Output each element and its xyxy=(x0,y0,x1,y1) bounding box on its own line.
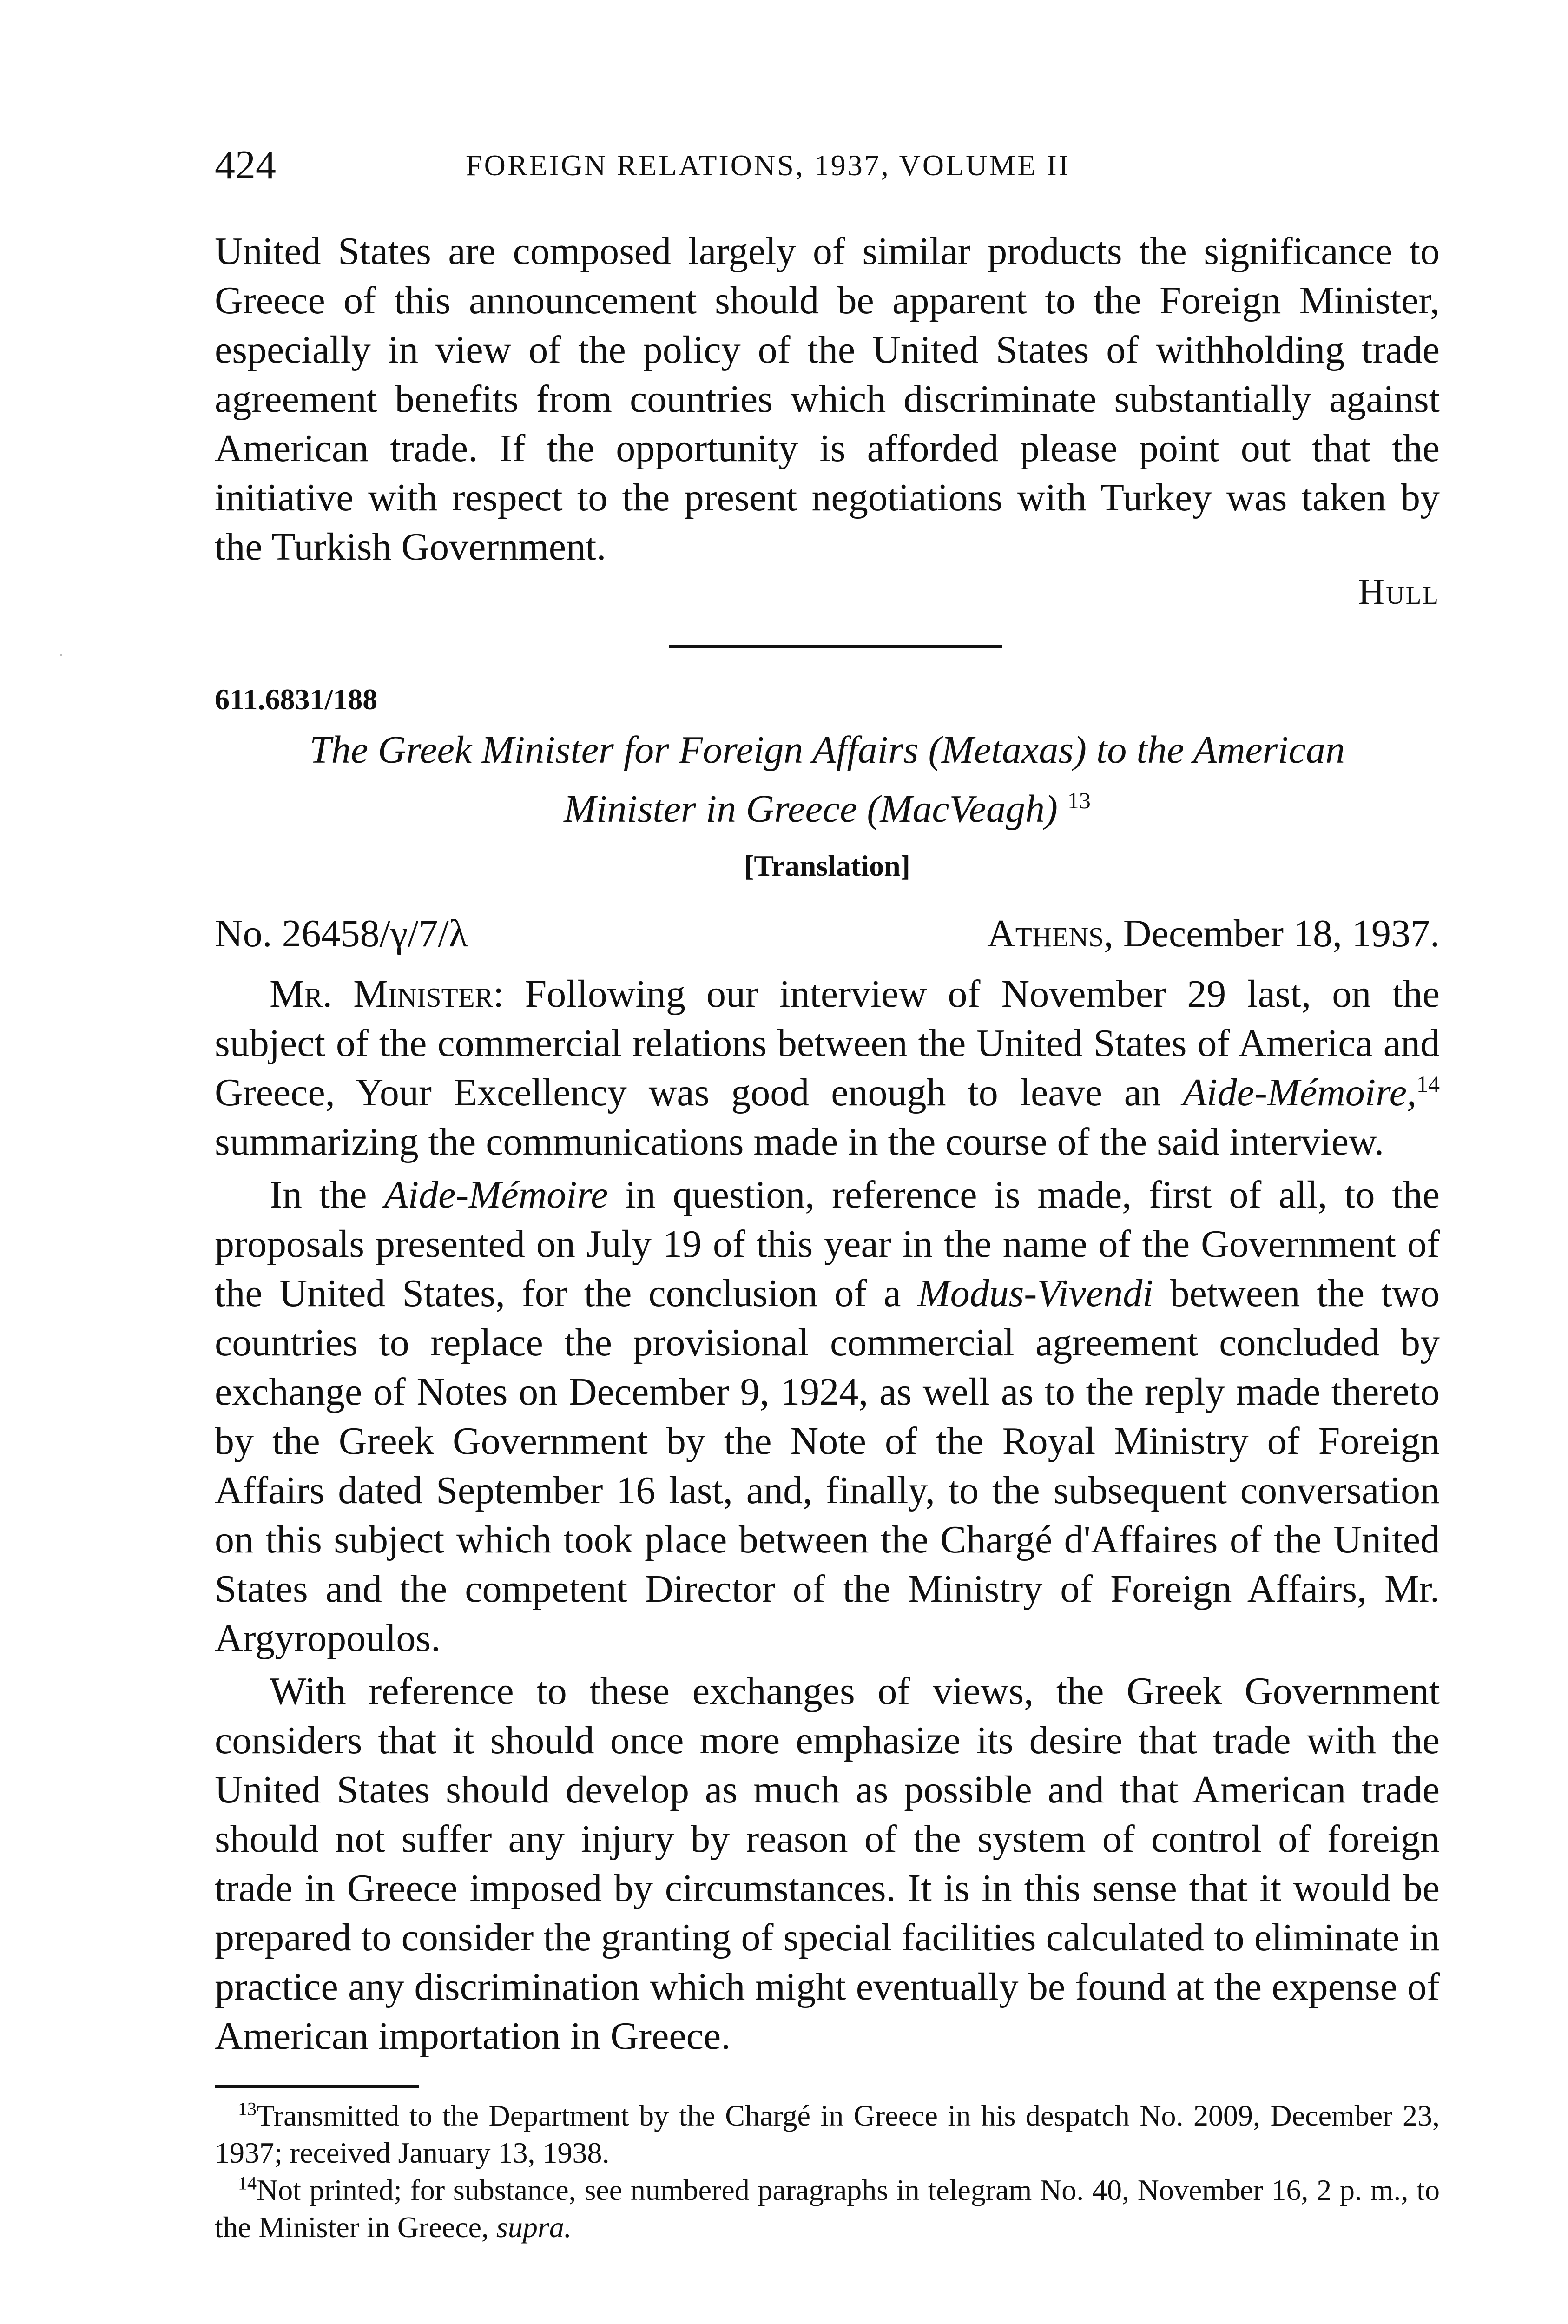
signature: Hull xyxy=(1358,571,1440,612)
dateline xyxy=(215,911,1440,962)
footnote-14-text: Not printed; for substance, see numbered paragraphs in telegram No. 40, November 16, 2 p. m., to the Minister in Greece, xyxy=(215,2173,1440,2244)
footnote-rule xyxy=(215,2085,419,2088)
paragraph-2 xyxy=(215,1170,1440,1663)
footnote-ref-14: 14 xyxy=(1416,1071,1440,1097)
footnote-14-ref: 14 xyxy=(238,2172,257,2194)
footnote-14-supra: supra. xyxy=(496,2211,572,2244)
scan-speck xyxy=(60,654,62,656)
translation-note: [Translation] xyxy=(744,849,910,882)
salutation: Mr. Minister: xyxy=(270,972,504,1016)
footnote-14 xyxy=(215,2172,1440,2246)
modus-vivendi-term: Modus-Vivendi xyxy=(917,1272,1153,1315)
footnote-13 xyxy=(215,2097,1440,2172)
paragraph-2-text-c: between the two countries to replace the provisional commercial agreement concluded by exchange of Notes on December 9, 1924, as well as to the reply made thereto by the Greek Government by the Note of the Royal Ministry of Foreign Affairs dated September 16 last, and, finally, to the subsequent conversation on this subject which took place between the Chargé d'Affaires of the United States and the competent Director of the Ministry of Foreign Affairs, Mr. Argyropoulos. xyxy=(215,1272,1440,1660)
footnote-13-ref: 13 xyxy=(238,2098,257,2119)
aide-memoire-term: Aide-Mémoire, xyxy=(1182,1071,1416,1114)
page-header xyxy=(215,142,1440,193)
section-divider xyxy=(669,645,1002,648)
footnote-13-text: Transmitted to the Department by the Chargé in Greece in his despatch No. 2009, December 23, 1937; received January 13, 1938. xyxy=(215,2099,1440,2169)
title-line-2: Minister in Greece (MacVeagh) xyxy=(564,787,1058,831)
footnotes xyxy=(215,2097,1440,2246)
paragraph-3: With reference to these exchanges of views, the Greek Government considers that it should once more emphasize its desire that trade with the United States should develop as much as possible and that American trade should not suffer any injury by reason of the system of control of foreign trade in Greece imposed by circumstances. It is in this sense that it would be prepared to consider the granting of special facilities calculated to eliminate in practice any discrimination which might eventually be found at the expense of American importation in Greece. xyxy=(215,1670,1440,2058)
place: Athens, xyxy=(987,912,1113,955)
note-number: No. 26458/γ/7/λ xyxy=(215,912,468,955)
title-line-1: The Greek Minister for Foreign Affairs (Metaxas) to the American xyxy=(310,728,1345,772)
paragraph-1 xyxy=(215,970,1440,1167)
date: December 18, 1937. xyxy=(1123,912,1440,955)
paragraph-1-text-a: Following our interview of November 29 last, on the subject of the commercial relations between the United States of America and Greece, Your Excellency was good enough to leave an xyxy=(215,972,1440,1114)
aide-memoire-term-2: Aide-Mémoire xyxy=(384,1173,608,1216)
file-number: 611.6831/188 xyxy=(215,683,378,716)
paragraph-1-text-b: summarizing the communications made in the course of the said interview. xyxy=(215,1120,1384,1163)
letter-body xyxy=(215,970,1440,2061)
paragraph-2-text-a: In the xyxy=(270,1173,367,1216)
running-head: FOREIGN RELATIONS, 1937, VOLUME II xyxy=(466,149,1070,182)
place-date xyxy=(987,911,1440,956)
document-title xyxy=(215,725,1440,834)
paragraph-2-text-b: in question, reference is made, first of all, to the proposals presented on July 19 of this year in the name of the Government of the United States, for the conclusion of a xyxy=(215,1173,1440,1315)
page-number: 424 xyxy=(215,143,276,188)
title-footnote-ref: 13 xyxy=(1067,787,1091,813)
continuation-paragraph: United States are composed largely of similar products the significance to Greece of this announcement should be apparent to the Foreign Minister, especially in view of the policy of the United States of withholding trade agreement benefits from countries which discriminate substantially against American trade. If the opportunity is afforded please point out that the initiative with respect to the present negotiations with Turkey was taken by the Turkish Government. xyxy=(215,230,1440,568)
